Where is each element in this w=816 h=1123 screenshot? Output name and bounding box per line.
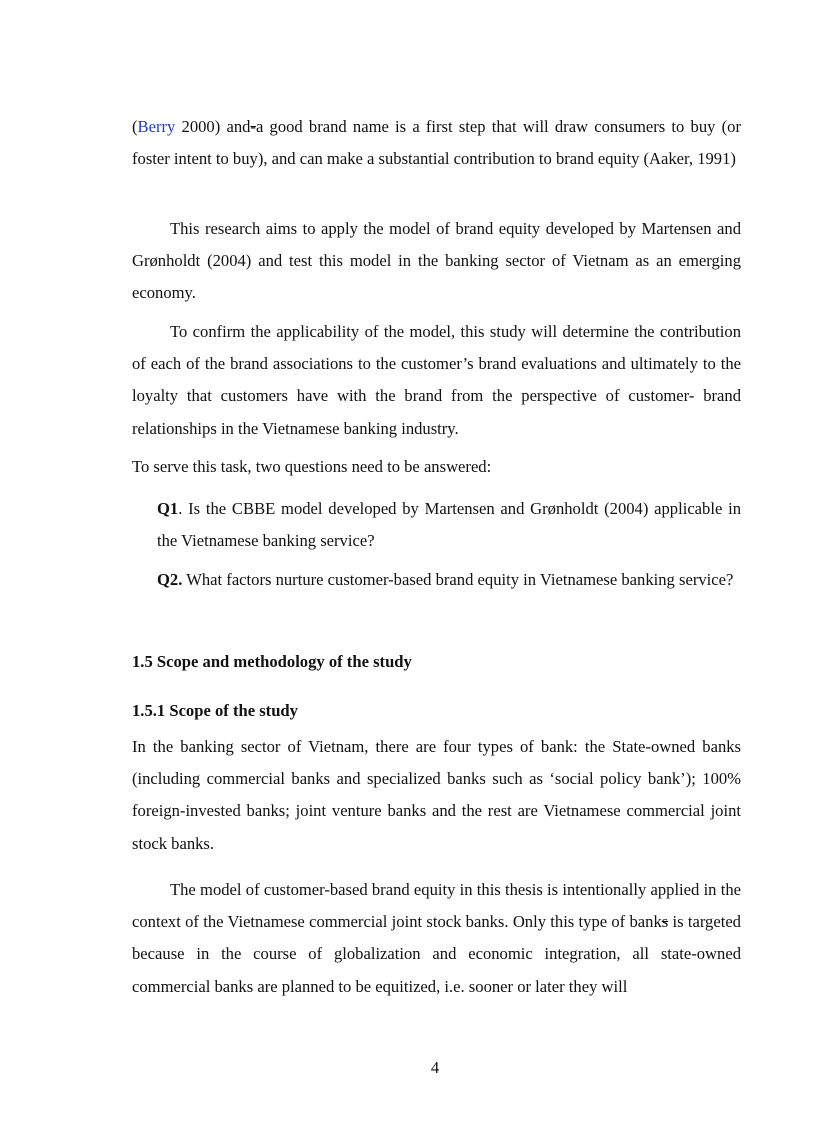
question-2-label: Q2. (157, 570, 183, 589)
struck-text: s (661, 912, 669, 932)
question-1 (132, 493, 741, 557)
page-number: 4 (430, 1058, 440, 1077)
question-1-label: Q1 (157, 499, 179, 518)
paragraph-research-aim: This research aims to apply the model of brand equity developed by Martensen and Grønholdt (2004) and test this model in the banking sector of Vietnam as an emerging economy. (132, 219, 741, 303)
paragraph-intro-continuation (132, 111, 741, 175)
question-2 (132, 564, 741, 596)
citation-link-berry[interactable]: Berry (137, 117, 176, 136)
paragraph-questions-intro: To serve this task, two questions need to be answered: (132, 457, 492, 476)
paragraph-model-context: The model of customer-based brand equity in this thesis is intentionally applied in the context of the Vietnamese commercial joint stock banks. Only this type of banks is targeted because in the course of globalization and economic integration, all state-owned commercial banks are planned to be equitized, i.e. sooner or later they will (132, 880, 741, 996)
paragraph-text: a good brand name is a first step that will draw consumers to buy (or foster intent to buy), and can make a substantial contribution to brand equity (Aaker, 1991) (132, 117, 741, 169)
citation-year: 2000) and (175, 117, 251, 136)
section-heading-1-5-1: 1.5.1 Scope of the study (132, 701, 298, 720)
paragraph-applicability: To confirm the applicability of the model, this study will determine the contribution of each of the brand associations to the customer’s brand evaluations and ultimately to the loyalty that customers have with the brand from the perspective of customer- brand relationships in the Vietnamese banking industry. (132, 322, 741, 438)
section-heading-1-5: 1.5 Scope and methodology of the study (132, 652, 412, 671)
paragraph-bank-types: In the banking sector of Vietnam, there are four types of bank: the State-owned banks (including commercial banks and specialized banks such as ‘social policy bank’); 100% foreign-invested banks; joint venture banks and the rest are Vietnamese commercial joint stock banks. (132, 737, 741, 853)
question-1-text: . Is the CBBE model developed by Martensen and Grønholdt (2004) applicable in the Vietnamese banking service? (157, 499, 741, 551)
question-2-text: What factors nurture customer-based brand equity in Vietnamese banking service? (182, 570, 734, 589)
citation-open: ( (132, 117, 138, 136)
struck-text: - (250, 117, 256, 136)
